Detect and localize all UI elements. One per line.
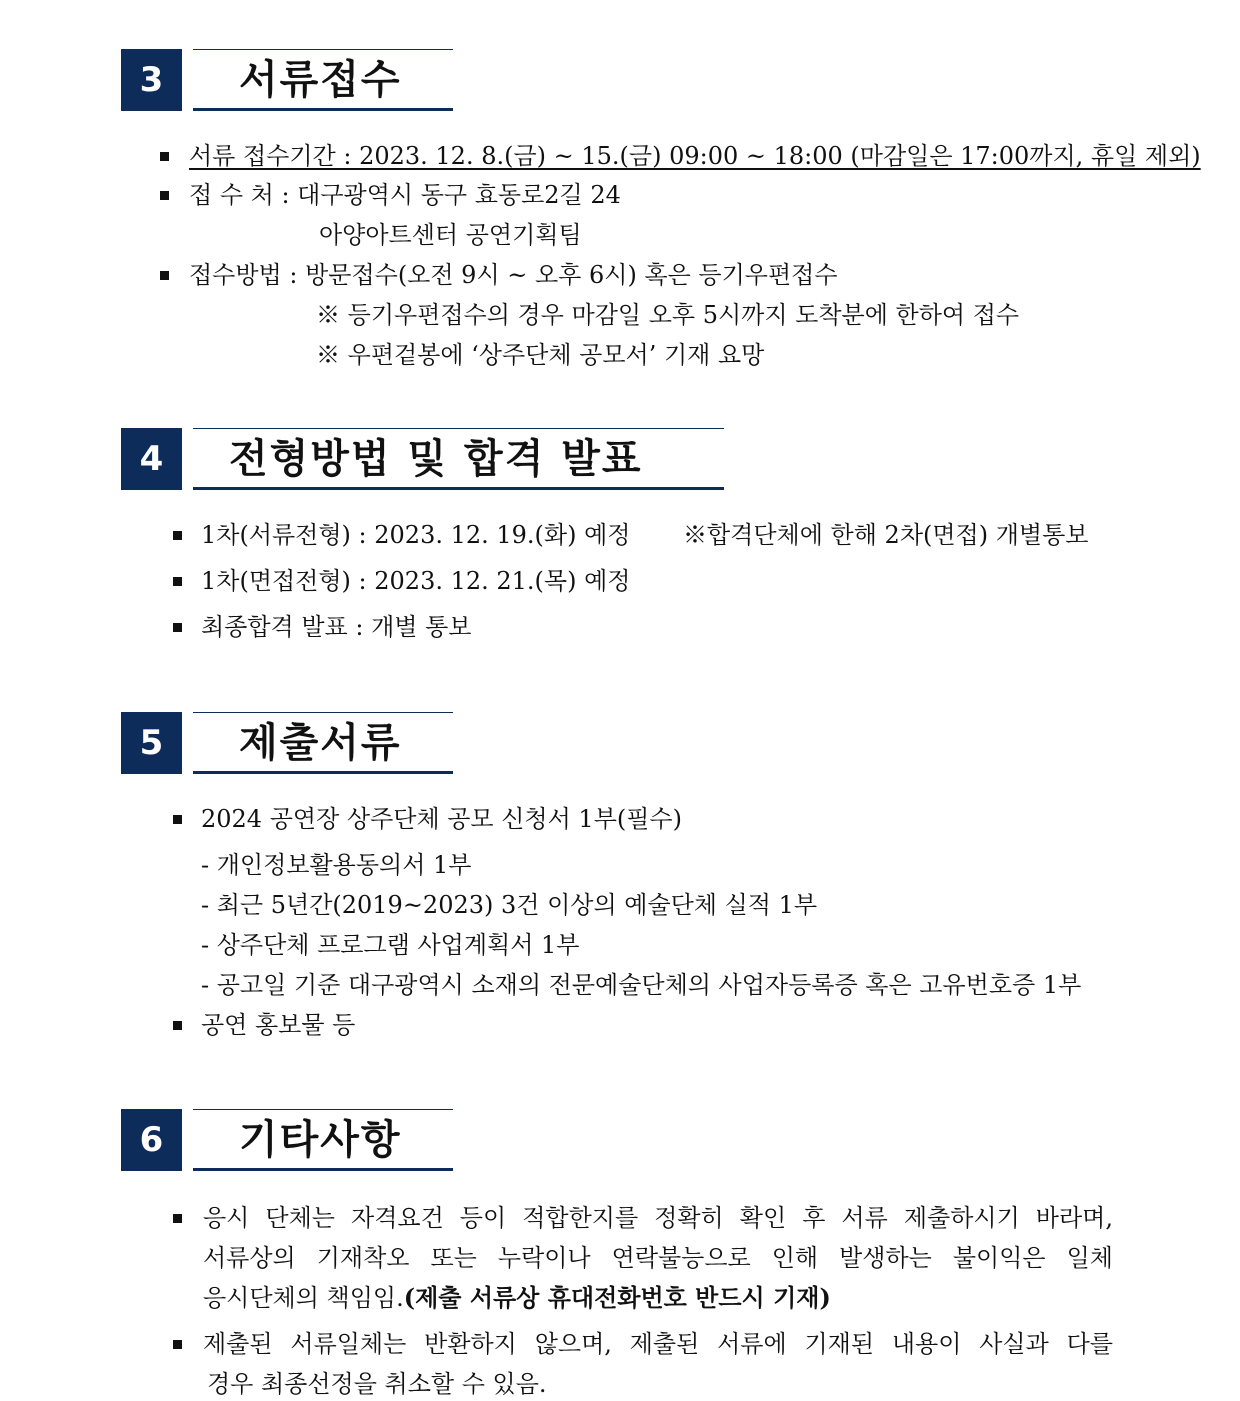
paragraph-line: [203, 1283, 831, 1313]
section-header: [121, 1109, 821, 1171]
section-header: [121, 428, 821, 490]
sub-item: - 개인정보활용동의서 1부: [201, 851, 472, 879]
list-item: 1차(면접전형) : 2023. 12. 21.(목) 예정: [201, 567, 631, 595]
section-number: 6: [121, 1109, 182, 1171]
section-title: 전형방법 및 합격 발표: [229, 436, 643, 482]
paragraph-line: 서류상의 기재착오 또는 누락이나 연락불능으로 인해 발생하는 불이익은 일체: [203, 1244, 1113, 1272]
bullet-icon: [173, 1340, 182, 1349]
sub-item: - 상주단체 프로그램 사업계획서 1부: [201, 931, 580, 959]
list-item: 공연 홍보물 등: [201, 1011, 356, 1039]
section-title: 제출서류: [239, 720, 402, 766]
bullet-icon: [173, 531, 182, 540]
emphasis-text: (제출 서류상 휴대전화번호 반드시 기재): [403, 1283, 831, 1312]
bullet-icon: [160, 271, 169, 280]
list-item: 서류 접수기간 : 2023. 12. 8.(금) ~ 15.(금) 09:00 ~ 18:00 (마감일은 17:00까지, 휴일 제외): [189, 142, 1201, 170]
paragraph-line: 제출된 서류일체는 반환하지 않으며, 제출된 서류에 기재된 내용이 사실과 다를: [203, 1330, 1113, 1358]
list-item: 접 수 처 : 대구광역시 동구 효동로2길 24: [189, 181, 621, 209]
note-text: ※ 우편겉봉에 ‘상주단체 공모서’ 기재 요망: [316, 341, 765, 369]
section-header: [121, 49, 821, 111]
section-title: 서류접수: [239, 57, 402, 103]
note-text: ※합격단체에 한해 2차(면접) 개별통보: [683, 521, 1089, 549]
bullet-icon: [173, 623, 182, 632]
list-item: 최종합격 발표 : 개별 통보: [201, 613, 472, 641]
sub-item: - 공고일 기준 대구광역시 소재의 전문예술단체의 사업자등록증 혹은 고유번호증 1부: [201, 971, 1082, 999]
section-number: 3: [121, 49, 182, 111]
sub-item: - 최근 5년간(2019~2023) 3건 이상의 예술단체 실적 1부: [201, 891, 818, 919]
list-item: 2024 공연장 상주단체 공모 신청서 1부(필수): [201, 805, 682, 833]
section-number: 5: [121, 712, 182, 774]
list-item-continuation: 아양아트센터 공연기획팀: [319, 221, 582, 249]
bullet-icon: [160, 191, 169, 200]
bullet-icon: [173, 577, 182, 586]
bullet-icon: [173, 1214, 182, 1223]
paragraph-line: 경우 최종선정을 취소할 수 있음.: [207, 1370, 547, 1398]
bullet-icon: [173, 1021, 182, 1030]
paragraph-line: 응시 단체는 자격요건 등이 적합한지를 정확히 확인 후 서류 제출하시기 바라며,: [203, 1204, 1113, 1232]
list-item: 접수방법 : 방문접수(오전 9시 ~ 오후 6시) 혹은 등기우편접수: [189, 261, 838, 289]
note-text: ※ 등기우편접수의 경우 마감일 오후 5시까지 도착분에 한하여 접수: [316, 301, 1020, 329]
section-header: [121, 712, 821, 774]
list-item: 1차(서류전형) : 2023. 12. 19.(화) 예정: [201, 521, 631, 549]
paragraph-text: 응시단체의 책임임.: [203, 1284, 404, 1312]
section-number: 4: [121, 428, 182, 490]
section-title: 기타사항: [239, 1117, 402, 1163]
bullet-icon: [173, 815, 182, 824]
bullet-icon: [160, 152, 169, 161]
